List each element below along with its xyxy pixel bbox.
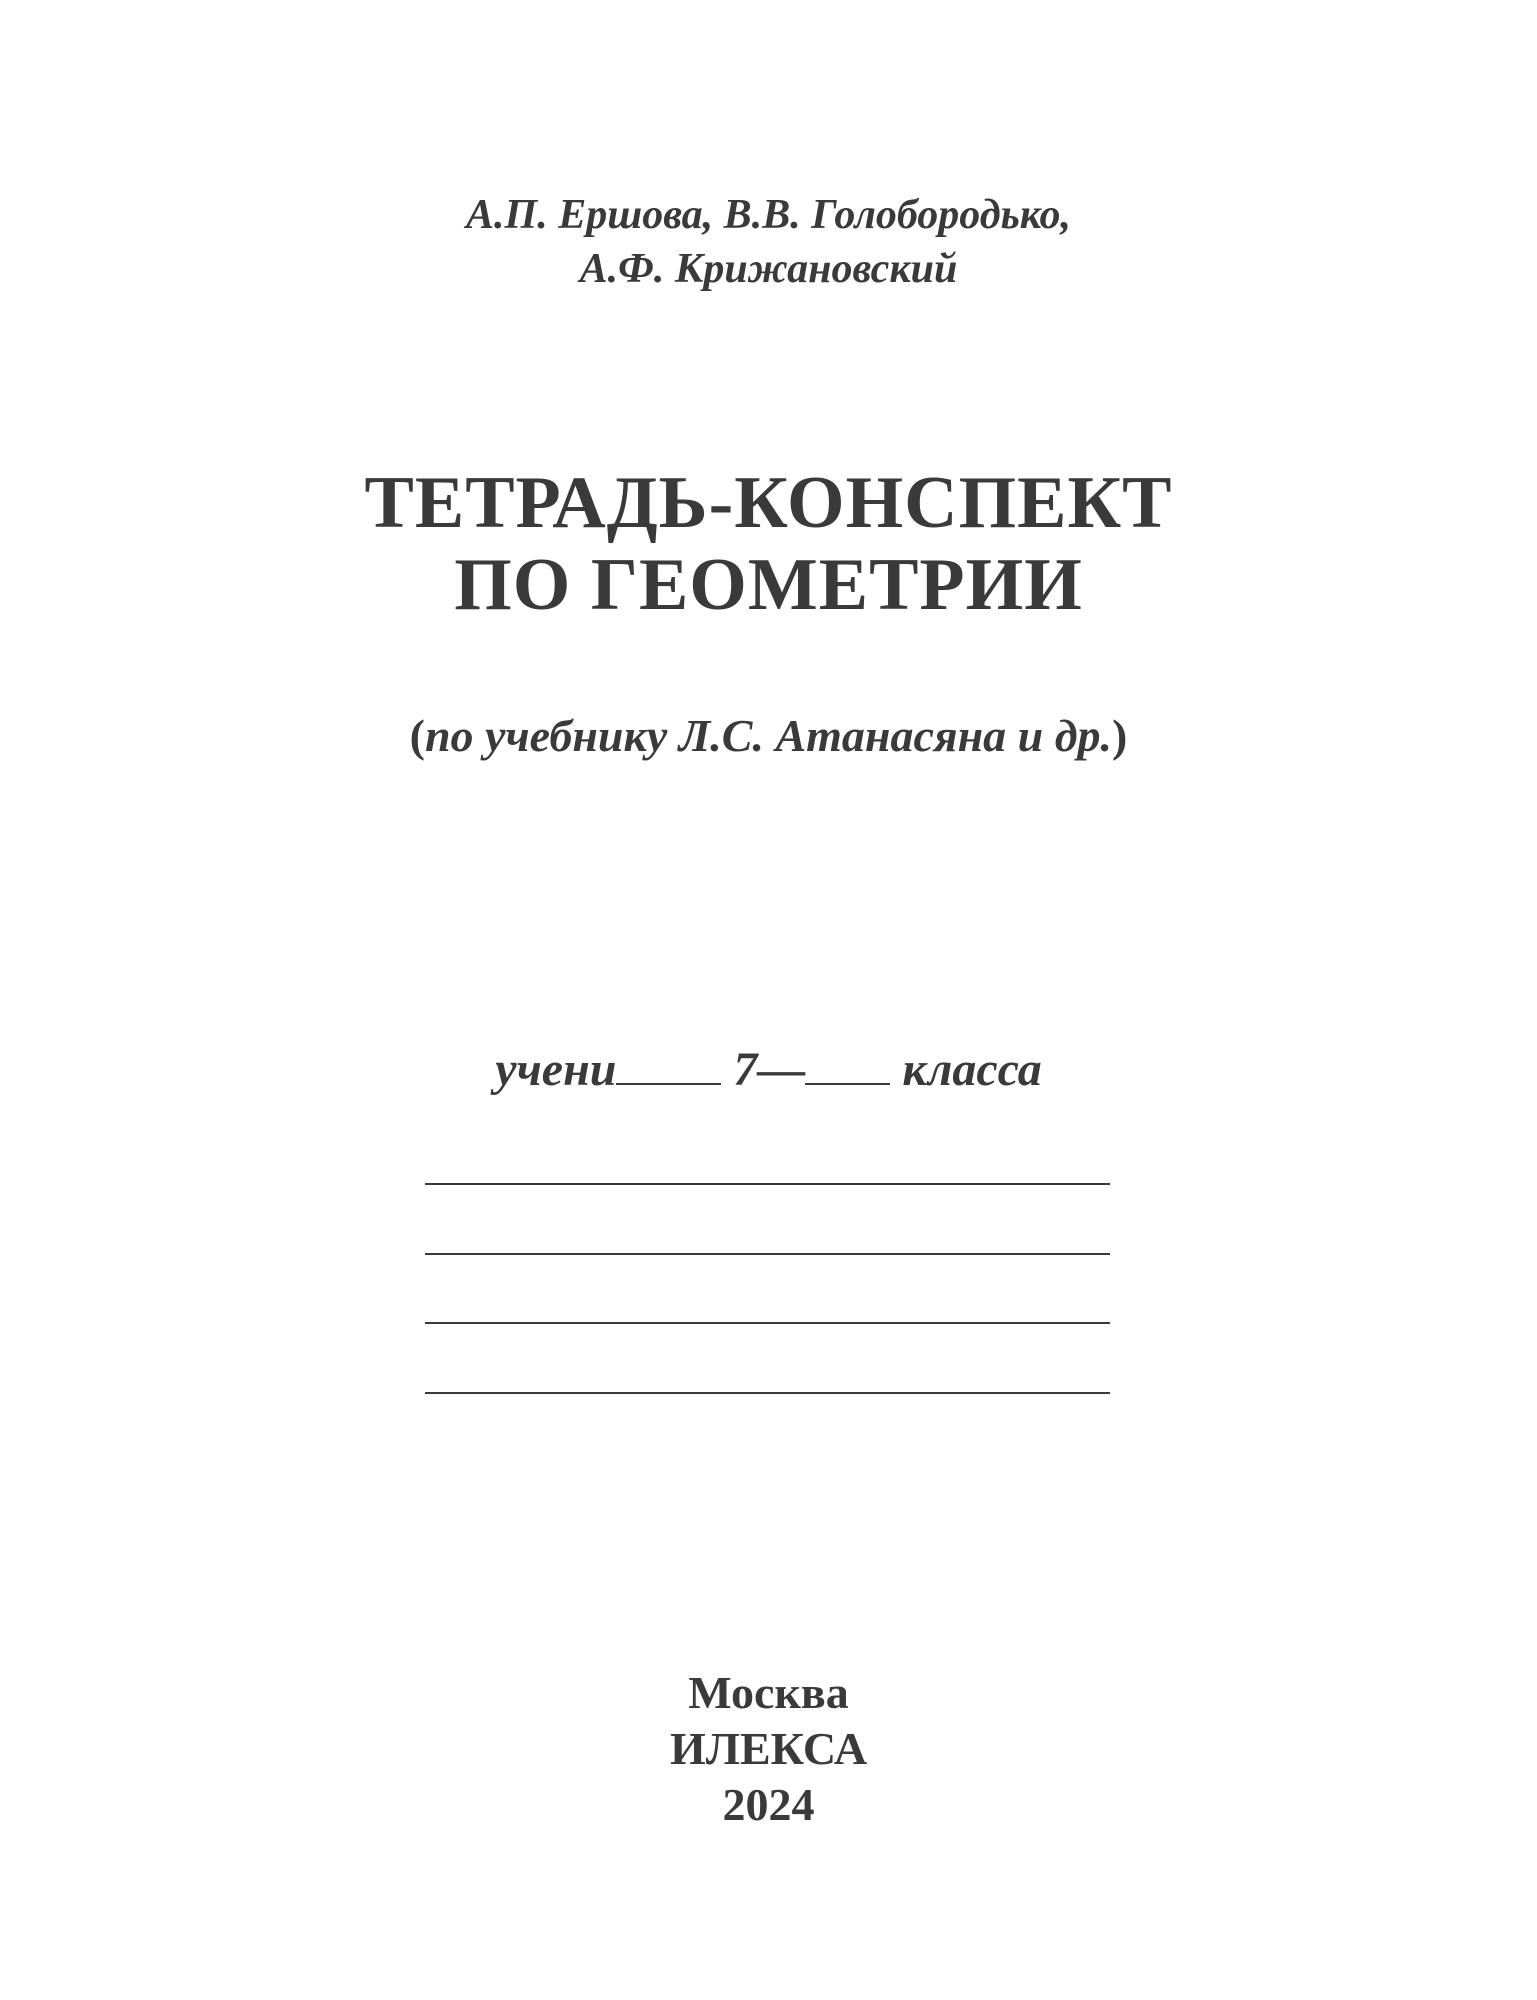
student-class-letter-blank[interactable] — [805, 1043, 890, 1085]
name-line-3[interactable] — [425, 1322, 1110, 1324]
authors-line-2: А.Ф. Крижановский — [579, 246, 958, 292]
subtitle-text: по учебнику Л.С. Атанасяна и др. — [424, 710, 1113, 761]
student-grade: 7— — [733, 1043, 806, 1096]
subtitle-close-paren: ) — [1112, 710, 1128, 761]
name-line-2[interactable] — [425, 1253, 1110, 1255]
subtitle — [0, 708, 1537, 764]
student-prefix: учени — [495, 1043, 617, 1096]
subtitle-open-paren: ( — [409, 710, 425, 761]
student-line — [0, 1040, 1537, 1100]
imprint — [0, 1665, 1537, 1833]
authors-line-1: А.П. Ершова, В.В. Голобородько, — [466, 192, 1071, 238]
imprint-city: Москва — [688, 1667, 849, 1718]
imprint-publisher: ИЛЕКСА — [669, 1723, 868, 1774]
name-line-1[interactable] — [425, 1183, 1110, 1185]
name-line-4[interactable] — [425, 1392, 1110, 1394]
student-suffix: класса — [902, 1043, 1042, 1096]
student-gender-blank[interactable] — [616, 1043, 721, 1085]
book-title-line-1: ТЕТРАДЬ-КОНСПЕКТ — [364, 462, 1173, 544]
authors — [0, 188, 1537, 296]
book-title-line-2: ПО ГЕОМЕТРИИ — [454, 544, 1083, 626]
imprint-year: 2024 — [722, 1779, 815, 1830]
book-title — [0, 462, 1537, 626]
